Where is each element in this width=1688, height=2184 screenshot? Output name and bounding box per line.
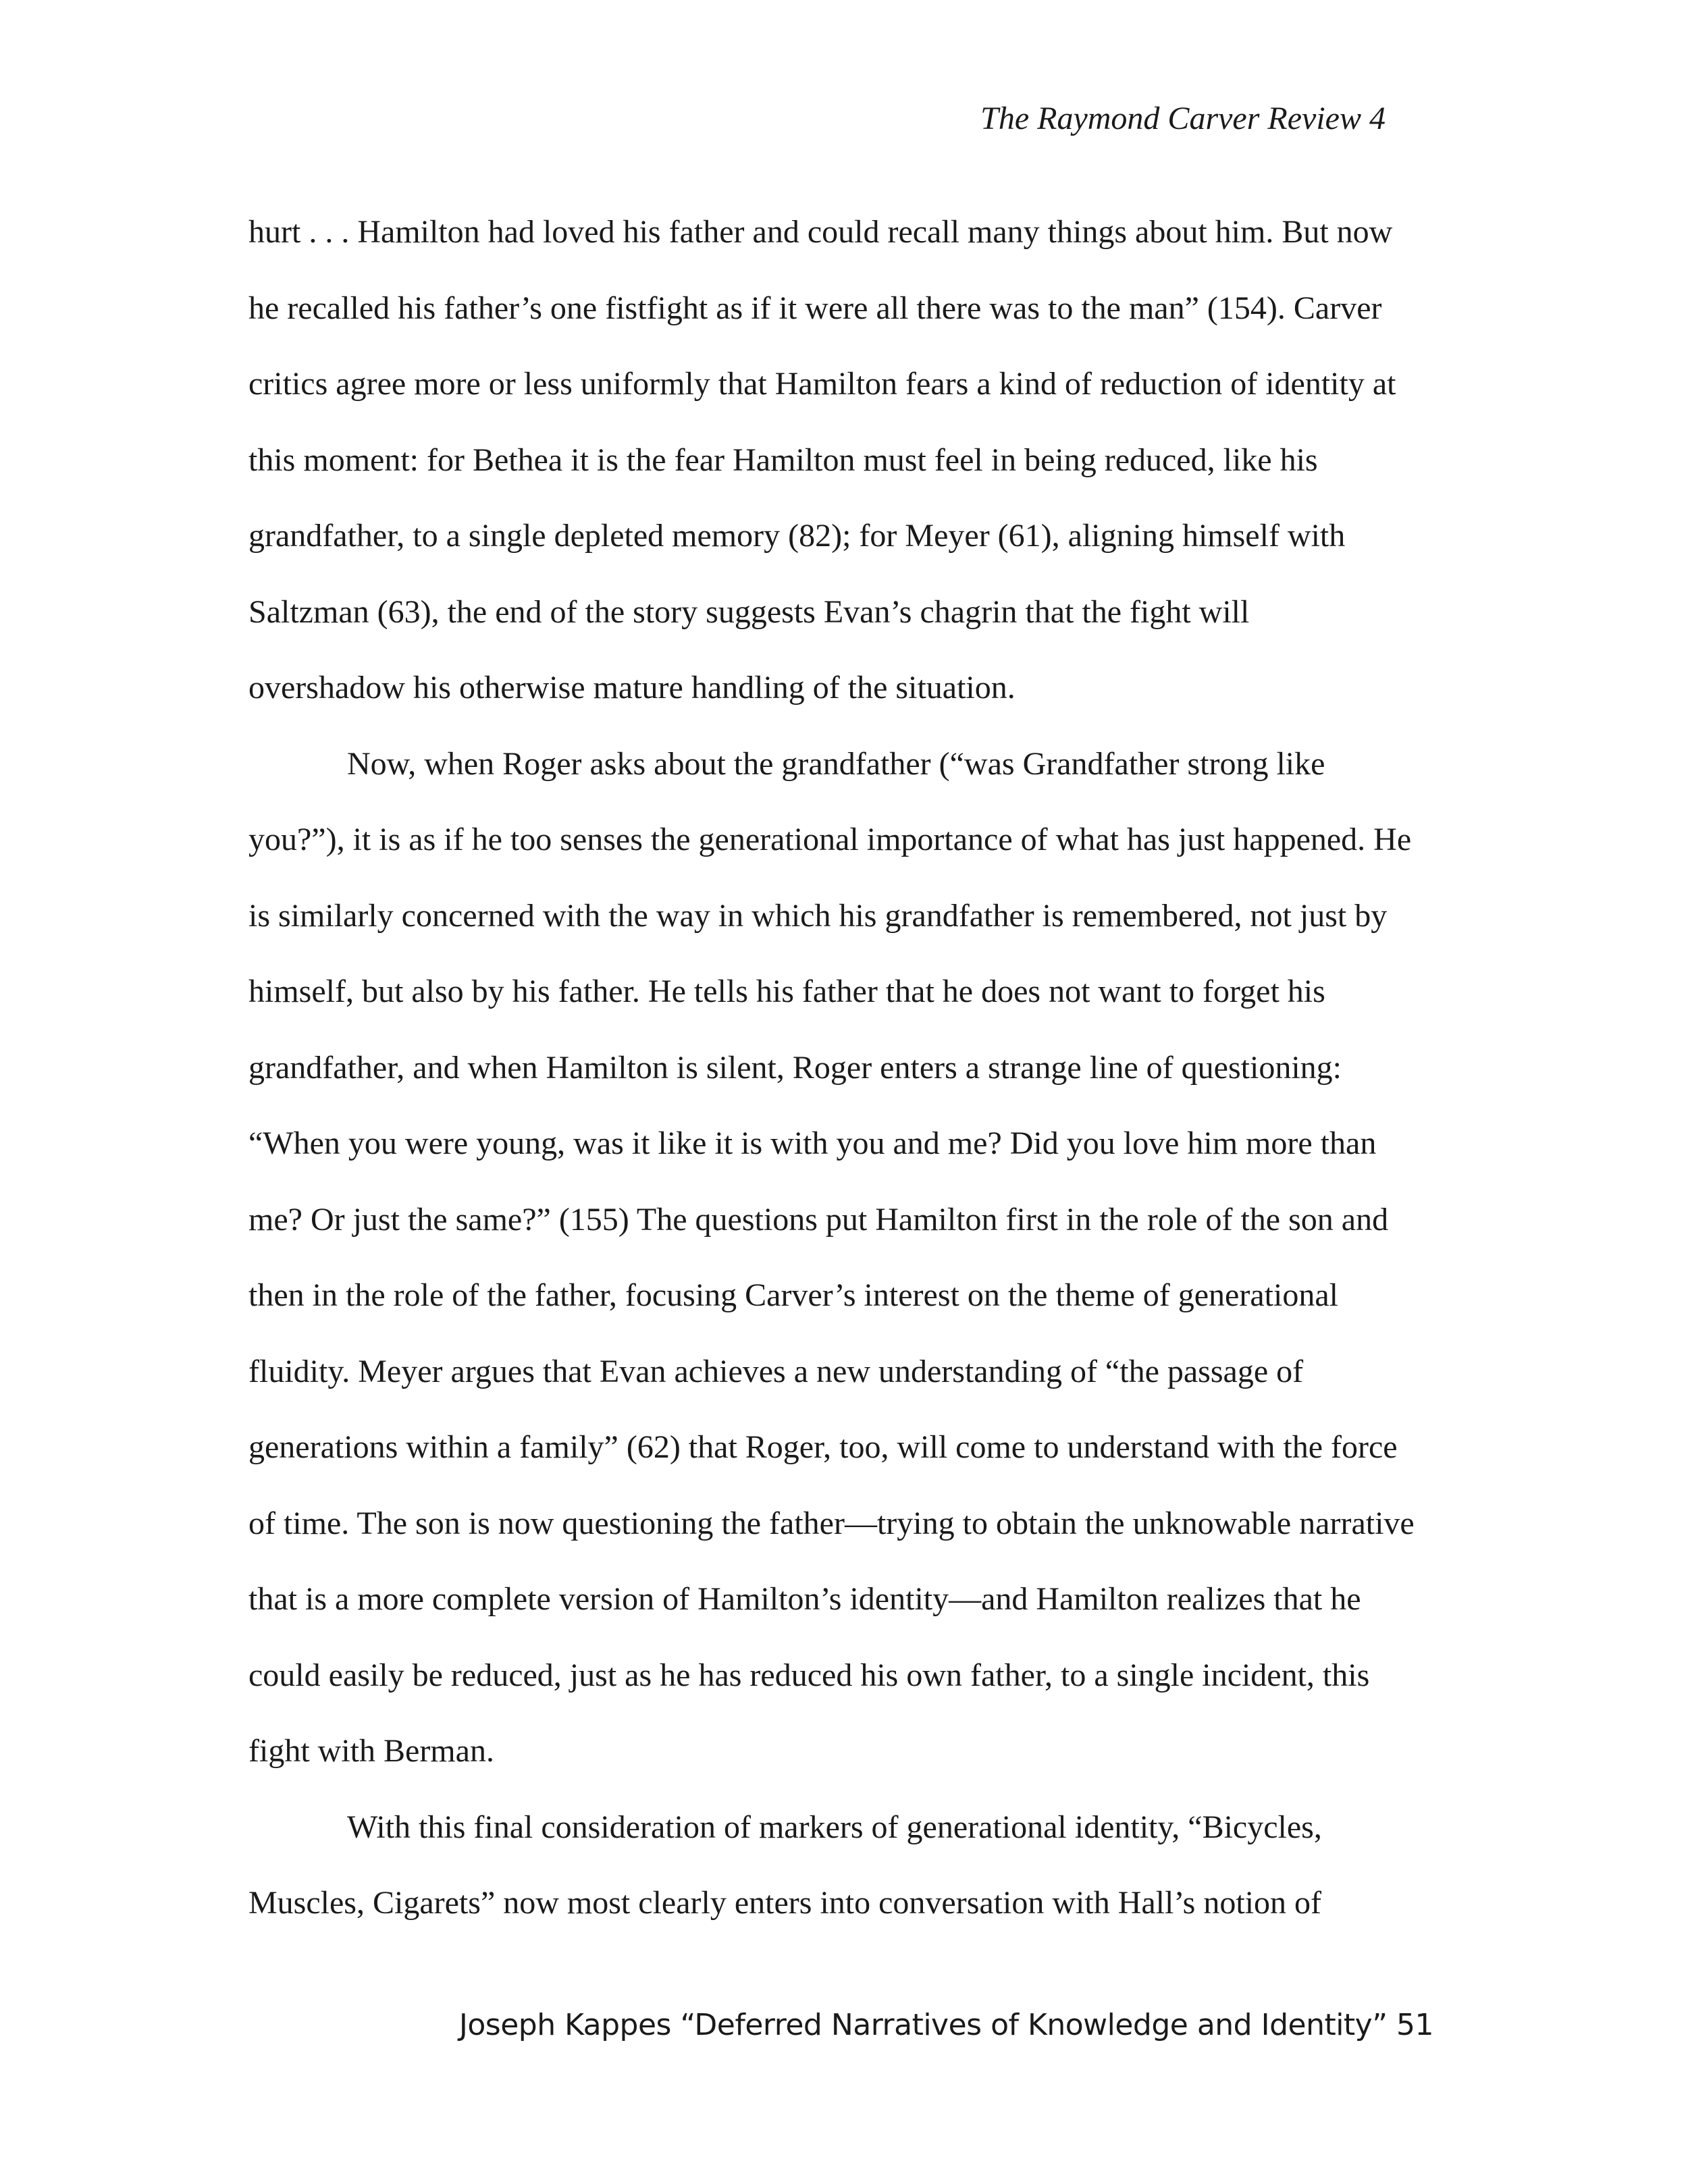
text-line: this moment: for Bethea it is the fear Hamilton must feel in being reduced, like his <box>248 442 1318 478</box>
text-line: “When you were young, was it like it is with you and me? Did you love him more than <box>248 1125 1377 1161</box>
text-line: then in the role of the father, focusing Carver’s interest on the theme of generational <box>248 1277 1338 1313</box>
paragraph-first-line: Now, when Roger asks about the grandfather (“was Grandfather strong like <box>347 745 1325 782</box>
text-line: himself, but also by his father. He tells his father that he does not want to forget his <box>248 974 1325 1009</box>
page-footer: Joseph Kappes “Deferred Narratives of Knowledge and Identity” 51 <box>458 2008 1433 2042</box>
text-line: of time. The son is now questioning the father—trying to obtain the unknowable narrative <box>248 1505 1415 1541</box>
text-line: is similarly concerned with the way in which his grandfather is remembered, not just by <box>248 897 1388 934</box>
text-line: Saltzman (63), the end of the story suggests Evan’s chagrin that the fight will <box>248 593 1250 630</box>
text-line: hurt . . . Hamilton had loved his father and could recall many things about him. But now <box>248 214 1393 250</box>
text-line: overshadow his otherwise mature handling of the situation. <box>248 670 1016 705</box>
text-line: critics agree more or less uniformly that Hamilton fears a kind of reduction of identity at <box>248 366 1396 402</box>
text-line: grandfather, to a single depleted memory (82); for Meyer (61), aligning himself with <box>248 518 1346 554</box>
text-line: he recalled his father’s one fistfight as if it were all there was to the man” (154). Carver <box>248 290 1382 326</box>
text-line: fight with Berman. <box>248 1733 494 1769</box>
paragraph-first-line: With this final consideration of markers of generational identity, “Bicycles, <box>347 1809 1322 1845</box>
text-line: that is a more complete version of Hamilton’s identity—and Hamilton realizes that he <box>248 1581 1361 1617</box>
text-line: grandfather, and when Hamilton is silent, Roger enters a strange line of questioning: <box>248 1049 1342 1086</box>
text-line: Muscles, Cigarets” now most clearly enters into conversation with Hall’s notion of <box>248 1885 1322 1921</box>
running-header: The Raymond Carver Review 4 <box>980 101 1386 136</box>
text-line: you?”), it is as if he too senses the generational importance of what has just happened. He <box>248 822 1412 857</box>
text-line: fluidity. Meyer argues that Evan achieves a new understanding of “the passage of <box>248 1353 1304 1389</box>
body-text <box>248 194 1444 1942</box>
text-line: me? Or just the same?” (155) The questions put Hamilton first in the role of the son and <box>248 1201 1389 1237</box>
text-line: could easily be reduced, just as he has reduced his own father, to a single incident, this <box>248 1657 1370 1693</box>
text-line: generations within a family” (62) that Roger, too, will come to understand with the force <box>248 1429 1398 1465</box>
